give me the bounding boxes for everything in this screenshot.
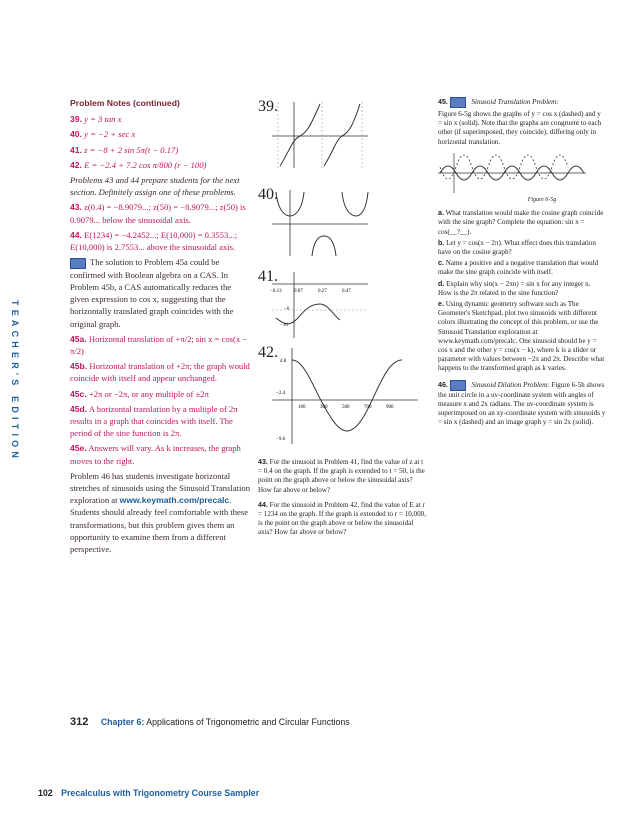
- g42-tick-3: 700: [364, 405, 372, 410]
- problem-45: [438, 97, 606, 427]
- graph-41: [272, 270, 372, 340]
- g41-tick-1: 0.07: [294, 289, 303, 294]
- note-39: 39. y = 3 tan x: [70, 114, 122, 125]
- sampler-title: Precalculus with Trigonometry Course Sampler: [61, 788, 260, 798]
- page-footer: [70, 716, 350, 728]
- g41-tick-0: −0.13: [270, 289, 282, 294]
- problem-45-intro: Figure 6-5g shows the graphs of y = cos x (dashed) and y = sin x (solid). Note that the graphs are congruent to each other (if superimposed, they coincide), differing only in horizontal translation.: [438, 110, 602, 146]
- g42-tick-2: 500: [342, 405, 350, 410]
- sampler-footer: [38, 788, 259, 798]
- page-number: 312: [70, 716, 89, 728]
- note-42: 42. E = −2.4 + 7.2 cos π/800 (r − 100): [70, 159, 207, 170]
- note-45d: 45d. A horizontal translation by a multiple of 2π results in a graph that coincides with itself. The period of the sine function is 2π.: [70, 403, 238, 439]
- note-para-43-44: Problems 43 and 44 prepare students for the next section. Definitely assign one of these problems.: [70, 175, 240, 198]
- teachers-edition-label: TEACHER'S EDITION: [10, 300, 20, 463]
- note-45b: 45b. Horizontal translation of +2π; the graph would coincide with itself and appear unchanged.: [70, 361, 250, 384]
- g41-tick-3: 0.47: [342, 289, 351, 294]
- figure-caption: Figure 6-5g: [527, 197, 557, 204]
- graph-40-num: 40.: [258, 186, 278, 203]
- notes-title: Problem Notes (continued): [70, 98, 180, 108]
- g41-ylab-1: −10: [280, 323, 288, 328]
- g42-ylab-0: 4.8: [280, 359, 287, 364]
- figure-6-5g: [438, 151, 588, 195]
- calculator-icon: [450, 97, 466, 108]
- item-45d: d. Explain why sin(x − 2πn) = sin x for any integer n. How is the 2π related to the sine function?: [438, 279, 591, 297]
- problem-45-heading: 45. Sinusoid Translation Problem:: [438, 98, 559, 107]
- g41-ylab-0: −6: [284, 307, 290, 312]
- cas-icon: [70, 258, 86, 269]
- chapter-title: Applications of Trigonometric and Circular Functions: [146, 717, 350, 727]
- note-45c: 45c. +2π or −2π, or any multiple of ±2π: [70, 388, 209, 399]
- keymath-link[interactable]: www.keymath.com/precalc: [119, 495, 230, 506]
- note-44: 44. E(1234) = −4.2452...; E(10,000) = 0.3553...; E(10,000) is 2.7553... above the sinusoidal axis.: [70, 229, 238, 253]
- graph-39: [272, 100, 372, 170]
- graph-42-num: 42.: [258, 344, 278, 361]
- note-46-para: Problem 46 has students investigate horizontal stretches of sinusoids using the Sinusoid Translation exploration at www.keymath.com/precalc. Students should already feel comfortable with these transformations, but this problem gives them an opportunity to examine them from a different perspective.: [70, 470, 250, 555]
- problem-44: 44. For the sinusoid in Problem 42, find the value of E at r = 1234 on the graph. If the graph is extended to r = 10,000, is the point on the graph above or below the sinusoidal axis? How far above or below?: [258, 500, 426, 537]
- graph-41-num: 41.: [258, 268, 278, 285]
- g42-tick-1: 300: [320, 405, 328, 410]
- note-cas-para: The solution to Problem 45a could be confirmed with Boolean algebra on a CAS. In Problem 45b, a CAS automatically reduces the given expression to cos x, suggesting that the horizontally translated graph coincides with the original graph.: [70, 257, 234, 329]
- item-45a: a. What translation would make the cosine graph coincide with the sine graph? Complete the equation: sin x = cos(__?__).: [438, 209, 604, 236]
- note-40: 40. y = −2 + sec x: [70, 129, 136, 140]
- g41-tick-2: 0.27: [318, 289, 327, 294]
- note-45e: 45e. Answers will vary. As k increases, the graph moves to the right.: [70, 443, 241, 466]
- graph-40: [272, 188, 372, 258]
- calculator-icon-46: [450, 380, 466, 391]
- sampler-page-number: 102: [38, 788, 53, 798]
- item-45b: b. Let y = cos(x − 2π). What effect does this translation have on the cosine graph?: [438, 238, 596, 257]
- graph-39-num: 39.: [258, 98, 278, 115]
- problem-43: 43. For the sinusoid in Problem 41, find the value of z at t = 0.4 on the graph. If the graph is extended to t = 50, is the point on the graph above or below the sinusoidal axis? How far above or below?: [258, 458, 425, 494]
- item-45c: c. Name a positive and a negative translation that would make the sine graph coincide with itself.: [438, 259, 599, 277]
- item-45e: e. Using dynamic geometry software such as The Geometer's Sketchpad, plot two sinusoids with different colors illustrating the concept of this problem, or use the Sinusoid Translation exploration at www.keymath.com/precalc. One sinusoid should be y = cos x and the other y = cos(x − k), where k is a slider or parameter with values between −2π and 2π. Describe what happens to the transformed graph as k varies.: [438, 300, 605, 373]
- chapter-label: Chapter 6:: [100, 717, 145, 727]
- problem-notes: [70, 97, 250, 558]
- g42-ylab-1: −2.4: [276, 391, 286, 396]
- note-41: 41. z = −8 + 2 sin 5π(t − 0.17): [70, 144, 179, 155]
- g42-tick-4: 900: [386, 405, 394, 410]
- mid-problems: [258, 458, 428, 538]
- problem-46: 46. Sinusoid Dilation Problem: Figure 6-5h shows the unit circle in a uv-coordinate system with angles of measure x and 2x radians. The uv-coordinate system is superimposed on an xy-coordinate system with sinusoids y = sin x (dashed) and an image graph y = sin 2x (solid).: [438, 380, 606, 427]
- g42-ylab-2: −9.6: [276, 437, 286, 442]
- g42-tick-0: 100: [298, 405, 306, 410]
- note-45a: 45a. Horizontal translation of +π/2; sin x = cos(x − π/2): [70, 333, 248, 356]
- problem-45-items: [438, 209, 606, 373]
- note-43: 43. z(0.4) = −8.9079...; z(50) = −8.9079...; z(50) is 0.9079... below the sinusoidal axis.: [70, 202, 246, 225]
- graph-42: [272, 346, 422, 446]
